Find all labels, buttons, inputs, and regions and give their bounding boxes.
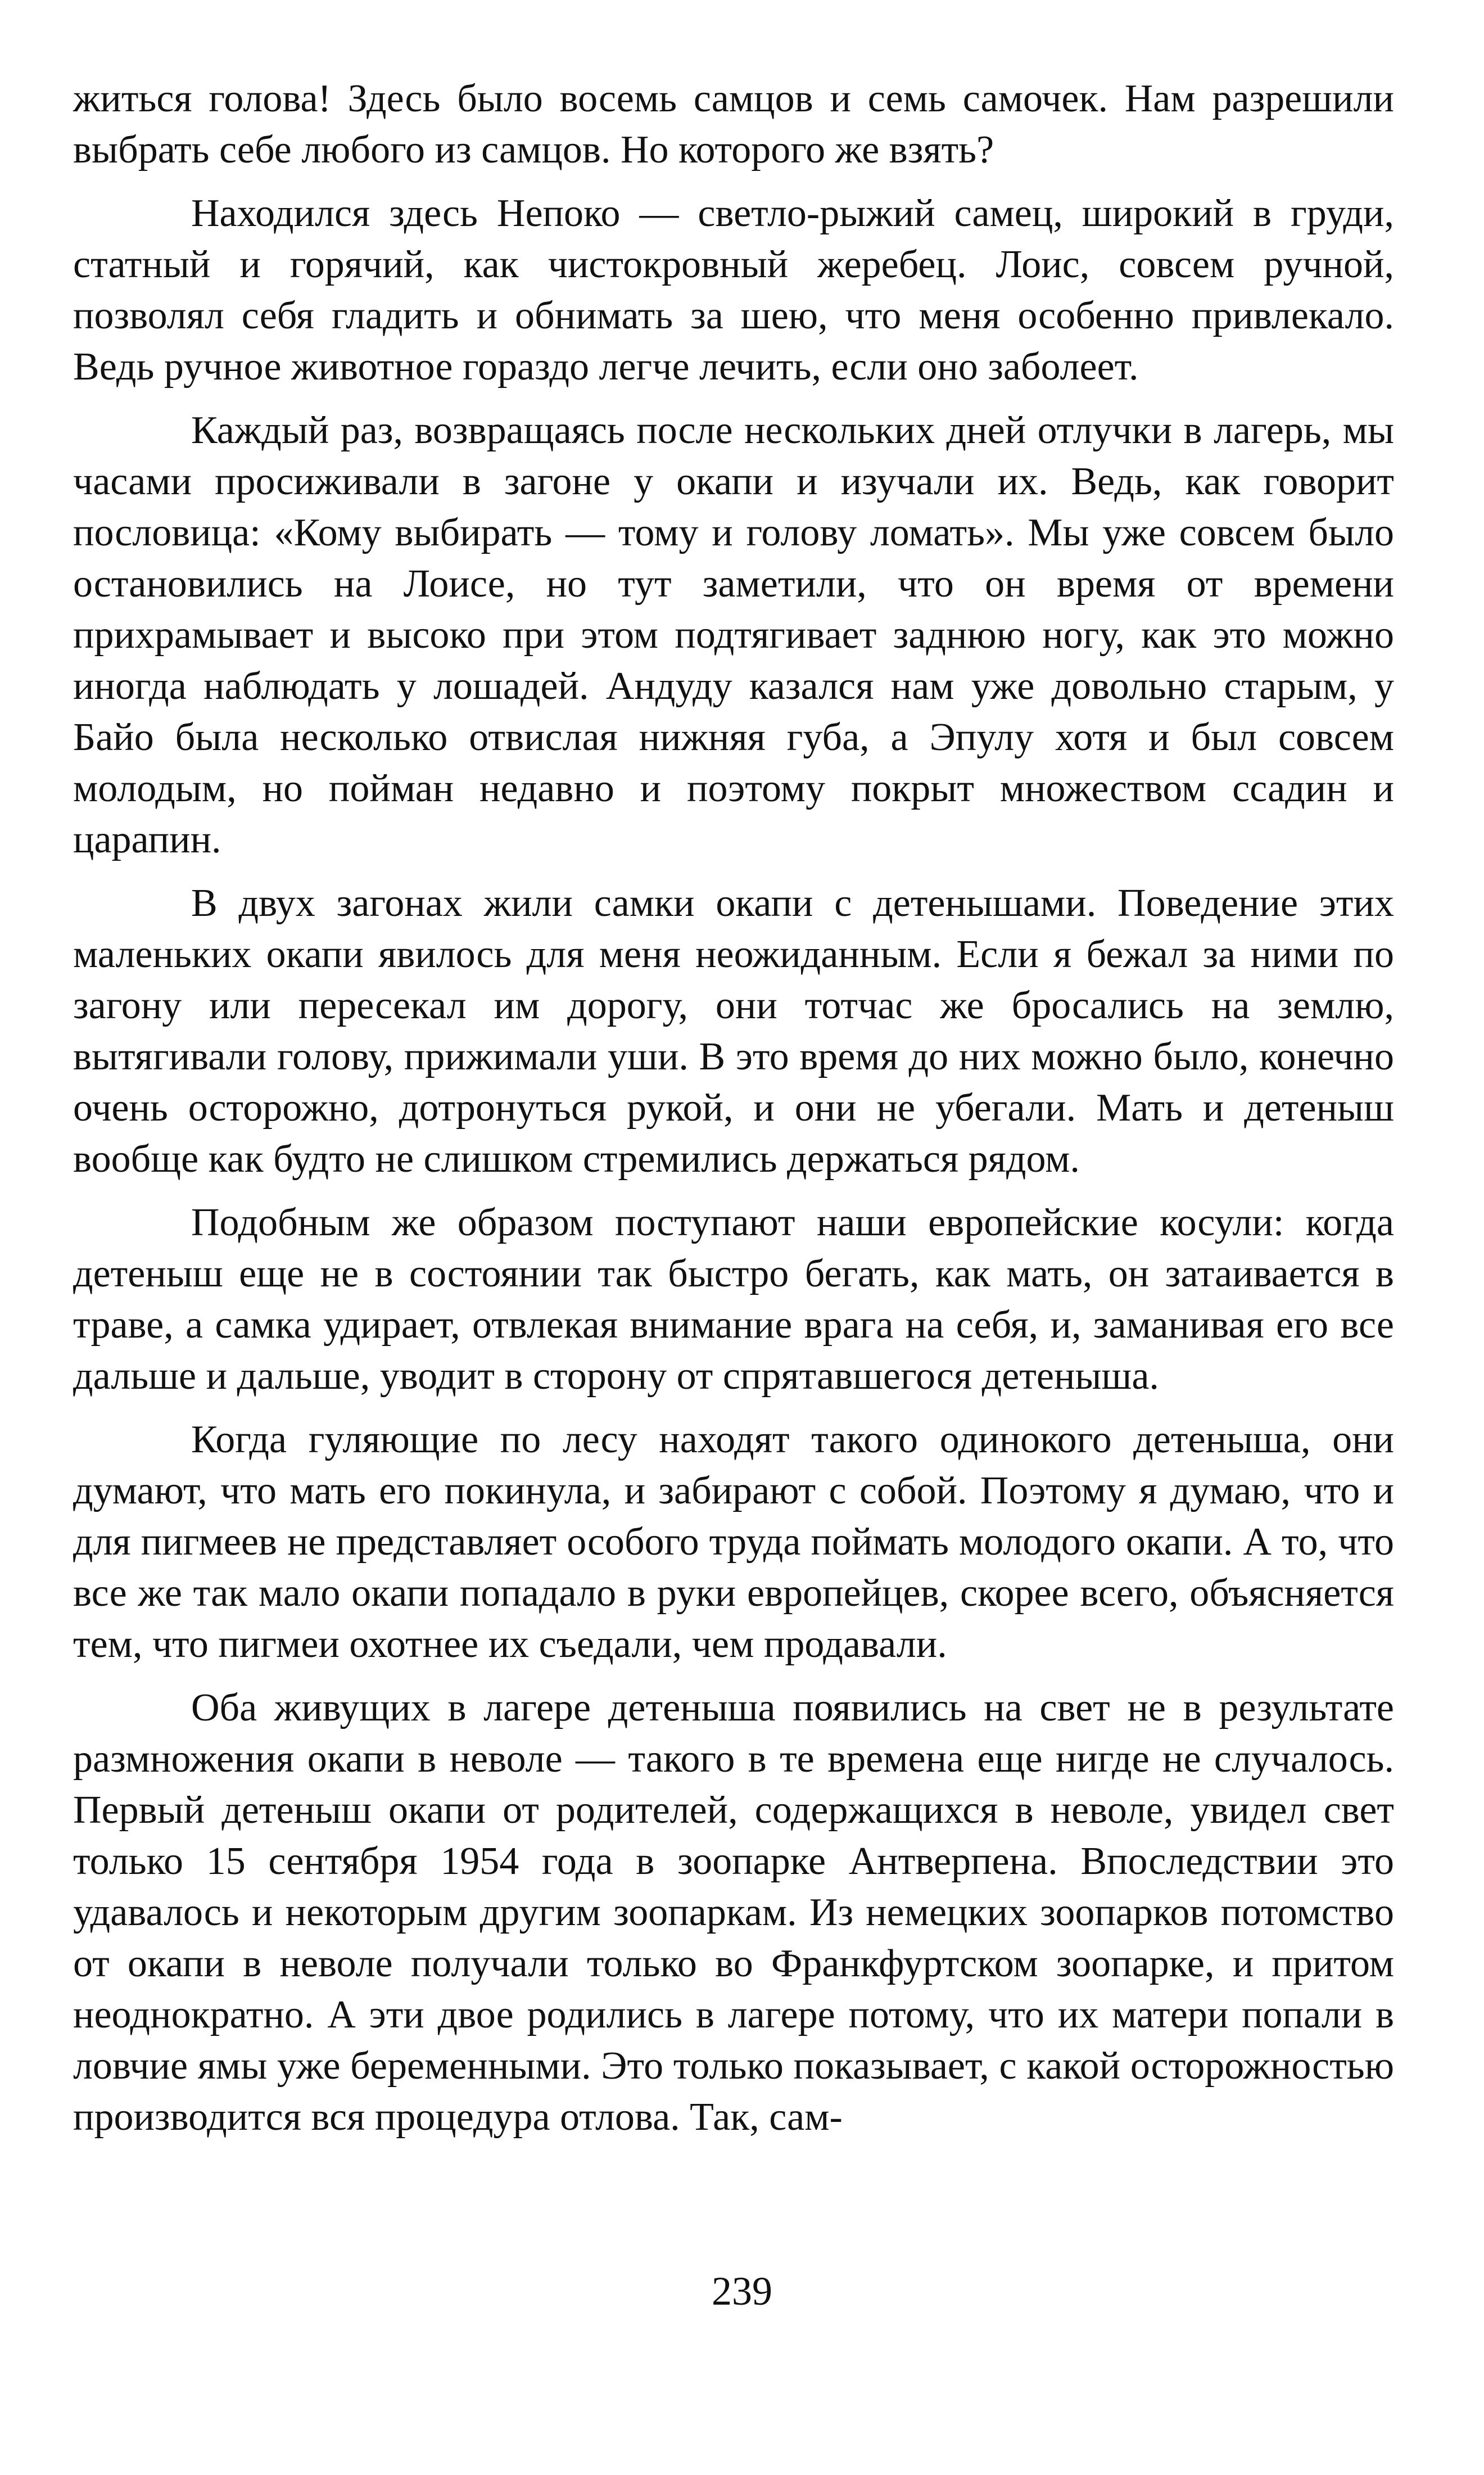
page-body xyxy=(73,73,1394,2155)
paragraph-6: Когда гуляющие по лесу находят такого одинокого детеныша, они думают, что мать его покинула, и забирают с собой. Поэтому я думаю, что и для пигмеев не представляет особого труда поймать молодого окапи. А то, что все же так мало окапи попадало в руки европейцев, скорее всего, объясняется тем, что пигмеи охотнее их съедали, чем продавали. xyxy=(73,1418,1394,1666)
paragraph-3: Каждый раз, возвращаясь после нескольких дней отлучки в лагерь, мы часами просиживали в загоне у окапи и изучали их. Ведь, как говорит пословица: «Кому выбирать — тому и голову ломать». Мы уже совсем было остановились на Лоисе, но тут заметили, что он время от времени прихрамывает и высоко при этом подтягивает заднюю ногу, как это можно иногда наблюдать у лошадей. Андуду казался нам уже довольно старым, у Байо была несколько отвислая нижняя губа, а Эпулу хотя и был совсем молодым, но пойман недавно и поэтому покрыт множеством ссадин и царапин. xyxy=(73,409,1394,861)
paragraph-2: Находился здесь Непоко — светло-рыжий самец, широкий в груди, статный и горячий, как чистокровный жеребец. Лоис, совсем ручной, позволял себя гладить и обнимать за шею, что меня особенно привлекало. Ведь ручное животное гораздо легче лечить, если оно заболеет. xyxy=(73,192,1394,389)
paragraph-1: житься голова! Здесь было восемь самцов и семь самочек. Нам разрешили выбрать себе любого из самцов. Но которого же взять? xyxy=(73,77,1394,171)
paragraph-4: В двух загонах жили самки окапи с детенышами. Поведение этих маленьких окапи явилось для меня неожиданным. Если я бежал за ними по загону или пересекал им дорогу, они тотчас же бросались на землю, вытягивали голову, прижимали уши. В это время до них можно было, конечно очень осторожно, дотронуться рукой, и они не убегали. Мать и детеныш вообще как будто не слишком стремились держаться рядом. xyxy=(73,882,1394,1181)
page-number: 239 xyxy=(712,2269,772,2314)
paragraph-5: Подобным же образом поступают наши европейские косули: когда детеныш еще не в состоянии так быстро бегать, как мать, он затаивается в траве, а самка удирает, отвлекая внимание врага на себя, и, заманивая его все дальше и дальше, уводит в сторону от спрятавшегося детеныша. xyxy=(73,1201,1394,1398)
paragraph-7: Оба живущих в лагере детеныша появились на свет не в результате размножения окапи в неволе — такого в те времена еще нигде не случалось. Первый детеныш окапи от родителей, содержащихся в неволе, увидел свет только 15 сентября 1954 года в зоопарке Антверпена. Впоследствии это удавалось и некоторым другим зоопаркам. Из немецких зоопарков потомство от окапи в неволе получали только во Франкфуртском зоопарке, и притом неоднократно. А эти двое родились в лагере потому, что их матери попали в ловчие ямы уже беременными. Это только показывает, с какой осторожностью производится вся процедура отлова. Так, сам- xyxy=(73,1686,1394,2139)
